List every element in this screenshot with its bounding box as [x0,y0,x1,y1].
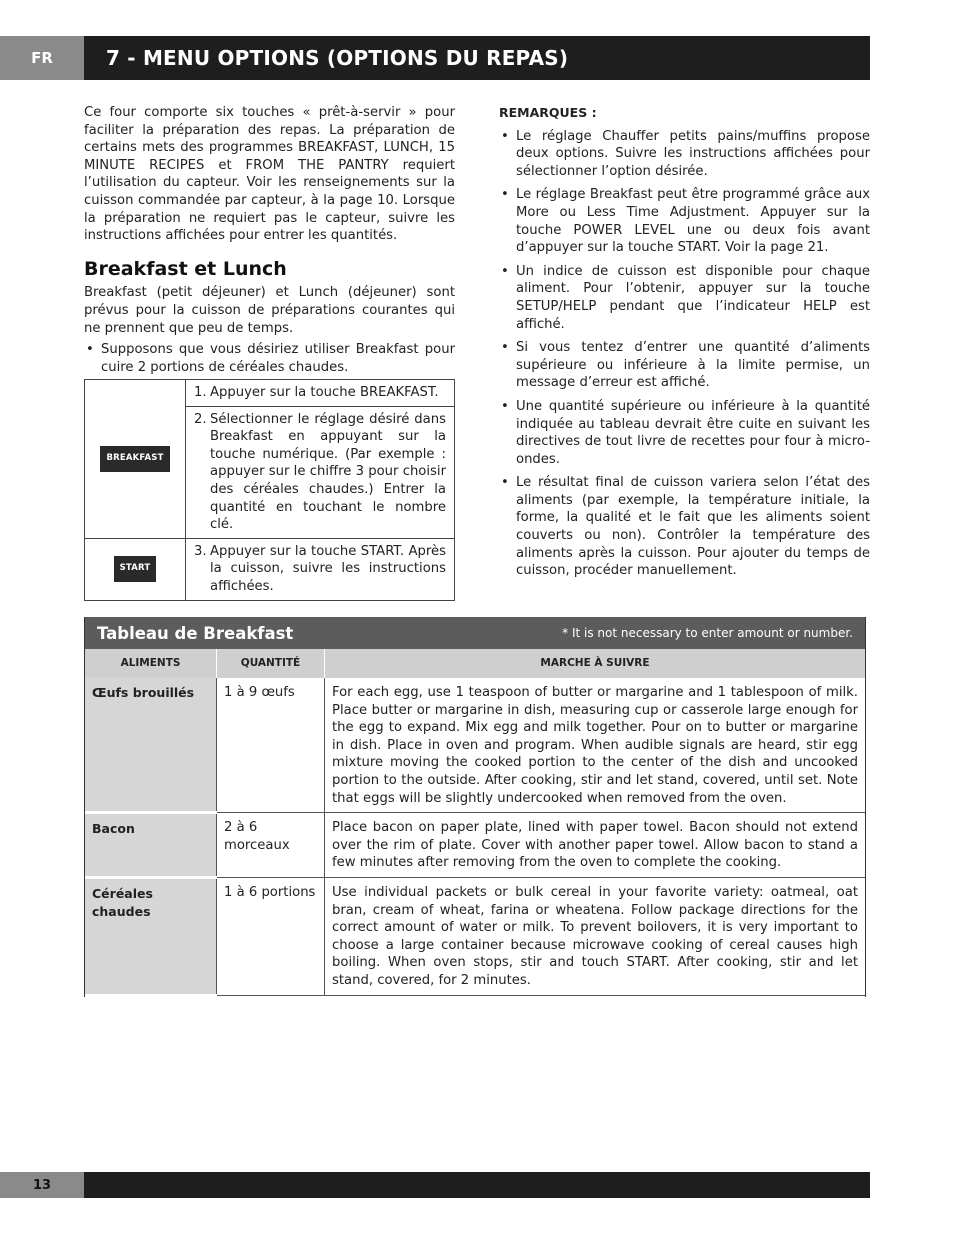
left-column [84,104,455,376]
row-instructions: Use individual packets or bulk cereal in your favorite variety: oatmeal, oat bran, cream of wheat, farina or wheatena. Follow package directions for the correct amount of water or milk. To prevent boilovers, it is very important to choose a large container because microwave cooking of cereal causes high boiling. When oven stops, stir and touch START. After cooking, stir and let stand, covered, for 2 minutes. [325,877,866,995]
table-row [85,678,865,813]
remark-text: Si vous tentez d’entrer une quantité d’aliments supérieure ou inférieure à la limite permise, un message d’erreur est affiché. [516,340,870,391]
column-header-quantity: QUANTITÉ [217,649,325,678]
remark-item [499,186,870,256]
remark-text: Une quantité supérieure ou inférieure à la quantité indiquée au tableau devrait être cuite en suivant les directives de tout livre de recettes pour four à micro-ondes. [516,398,870,467]
step-3-cell [186,538,455,600]
breakfast-table-panel [84,617,866,997]
remark-text: Le réglage Chauffer petits pains/muffins propose deux options. Suivre les instructions affichées pour sélectionner l’option désirée. [516,128,870,179]
bullet-dot: • [86,342,94,358]
column-header-food: ALIMENTS [85,649,217,678]
row-instructions: Place bacon on paper plate, lined with paper towel. Bacon should not extend over the rim of plate. Cover with another paper towel. Allow bacon to stand a few minutes after removing from the oven to complete the cooking. [325,813,866,878]
step-2-cell [186,406,455,538]
row-food: Bacon [85,813,217,878]
bullet-dot: • [501,128,509,144]
remark-item [499,398,870,468]
bullet-dot: • [501,187,509,203]
breakfast-table-title: Tableau de Breakfast [97,623,294,643]
remarks-title: REMARQUES : [499,105,597,120]
table-header-row [85,649,865,678]
page-number: 13 [0,1172,84,1198]
step-2-number: 2. [194,411,207,427]
language-tab: FR [0,36,84,80]
row-quantity: 2 à 6 morceaux [217,813,325,878]
footer-bar [84,1172,870,1198]
row-food: Céréales chaudes [85,877,217,995]
bullet-dot: • [501,398,509,414]
remarks-column [499,104,870,586]
page-title: 7 - MENU OPTIONS (OPTIONS DU REPAS) [84,36,870,80]
section-heading: Breakfast et Lunch [84,257,287,280]
table-row [85,877,865,995]
step-3-text: Appuyer sur la touche START. Après la cuisson, suivre les instructions affichées. [210,543,446,594]
remark-item [499,263,870,333]
steps-table [84,379,455,601]
remark-item [499,128,870,181]
row-quantity: 1 à 9 œufs [217,678,325,813]
breakfast-key-cell [85,380,186,539]
breakfast-table-titlebar [85,617,865,649]
section-bullet [84,341,455,376]
step-2 [187,408,453,537]
remark-item [499,474,870,580]
start-key-cell [85,538,186,600]
section-bullet-text: Supposons que vous désiriez utiliser Breakfast pour cuire 2 portions de céréales chaudes. [101,342,455,375]
remark-text: Le résultat final de cuisson variera selon l’état des aliments (par exemple, la température initiale, la forme, la qualité et le fait que les aliments soient couverts ou non). Contrôler la température des aliments après la cuisson. Pour ajouter du temps de cuisson, procéder manuellement. [516,475,870,579]
table-row [85,813,865,878]
bullet-dot: • [501,475,509,491]
step-1-cell [186,380,455,407]
step-3 [187,540,453,599]
step-3-number: 3. [194,543,207,559]
step-1-number: 1. [194,385,207,400]
bullet-dot: • [501,340,509,356]
breakfast-table-note: * It is not necessary to enter amount or number. [562,626,853,640]
row-quantity: 1 à 6 portions [217,877,325,995]
start-key-icon: START [114,556,157,582]
step-2-text: Sélectionner le réglage désiré dans Breakfast en appuyant sur la touche numérique. (Par exemple : appuyer sur le chiffre 3 pour choisir des céréales chaudes.) Entrer la quantité en touchant le nombre clé. [210,411,446,533]
breakfast-table [85,649,865,997]
remark-text: Un indice de cuisson est disponible pour chaque aliment. Pour l’obtenir, appuyer sur la touche SETUP/HELP pendant que l’indicateur HELP est affiché. [516,263,870,332]
step-1 [187,381,453,405]
row-instructions: For each egg, use 1 teaspoon of butter or margarine and 1 tablespoon of milk. Place butter or margarine in dish, measuring cup or casserole large enough for the egg to expand. Mix egg and milk together. Pour on to butter or margarine in dish. Place in oven and program. When audible signals are heard, stir egg mixture moving the cooked portion to the center of the dish and uncooked portion to the outside. After cooking, stir and let stand, covered, until set. Note that eggs will be slightly undercooked when removed from the oven. [325,678,866,813]
intro-paragraph: Ce four comporte six touches « prêt-à-servir » pour faciliter la préparation des repas. La préparation de certains mets des programmes BREAKFAST, LUNCH, 15 MINUTE RECIPES et FROM THE PANTRY requiert l’utilisation du capteur. Voir les renseignements sur la cuisson commandée par capteur, à la page 10. Lorsque la préparation ne requiert pas le capteur, suivre les instructions affichées pour entrer les quantités. [84,105,455,244]
row-food: Œufs brouillés [85,678,217,813]
remark-text: Le réglage Breakfast peut être programmé grâce aux More ou Less Time Adjustment. Appuyer sur la touche POWER LEVEL une ou deux fois avant d’appuyer sur la touche START. Voir la page 21. [516,187,870,256]
column-header-instructions: MARCHE À SUIVRE [325,649,866,678]
section-paragraph: Breakfast (petit déjeuner) et Lunch (déjeuner) sont prévus pour la cuisson de préparations courantes qui ne prennent que peu de temps. [84,285,455,336]
remark-item [499,339,870,392]
step-1-text: Appuyer sur la touche BREAKFAST. [210,385,439,400]
breakfast-key-icon: BREAKFAST [100,446,169,472]
bullet-dot: • [501,263,509,279]
